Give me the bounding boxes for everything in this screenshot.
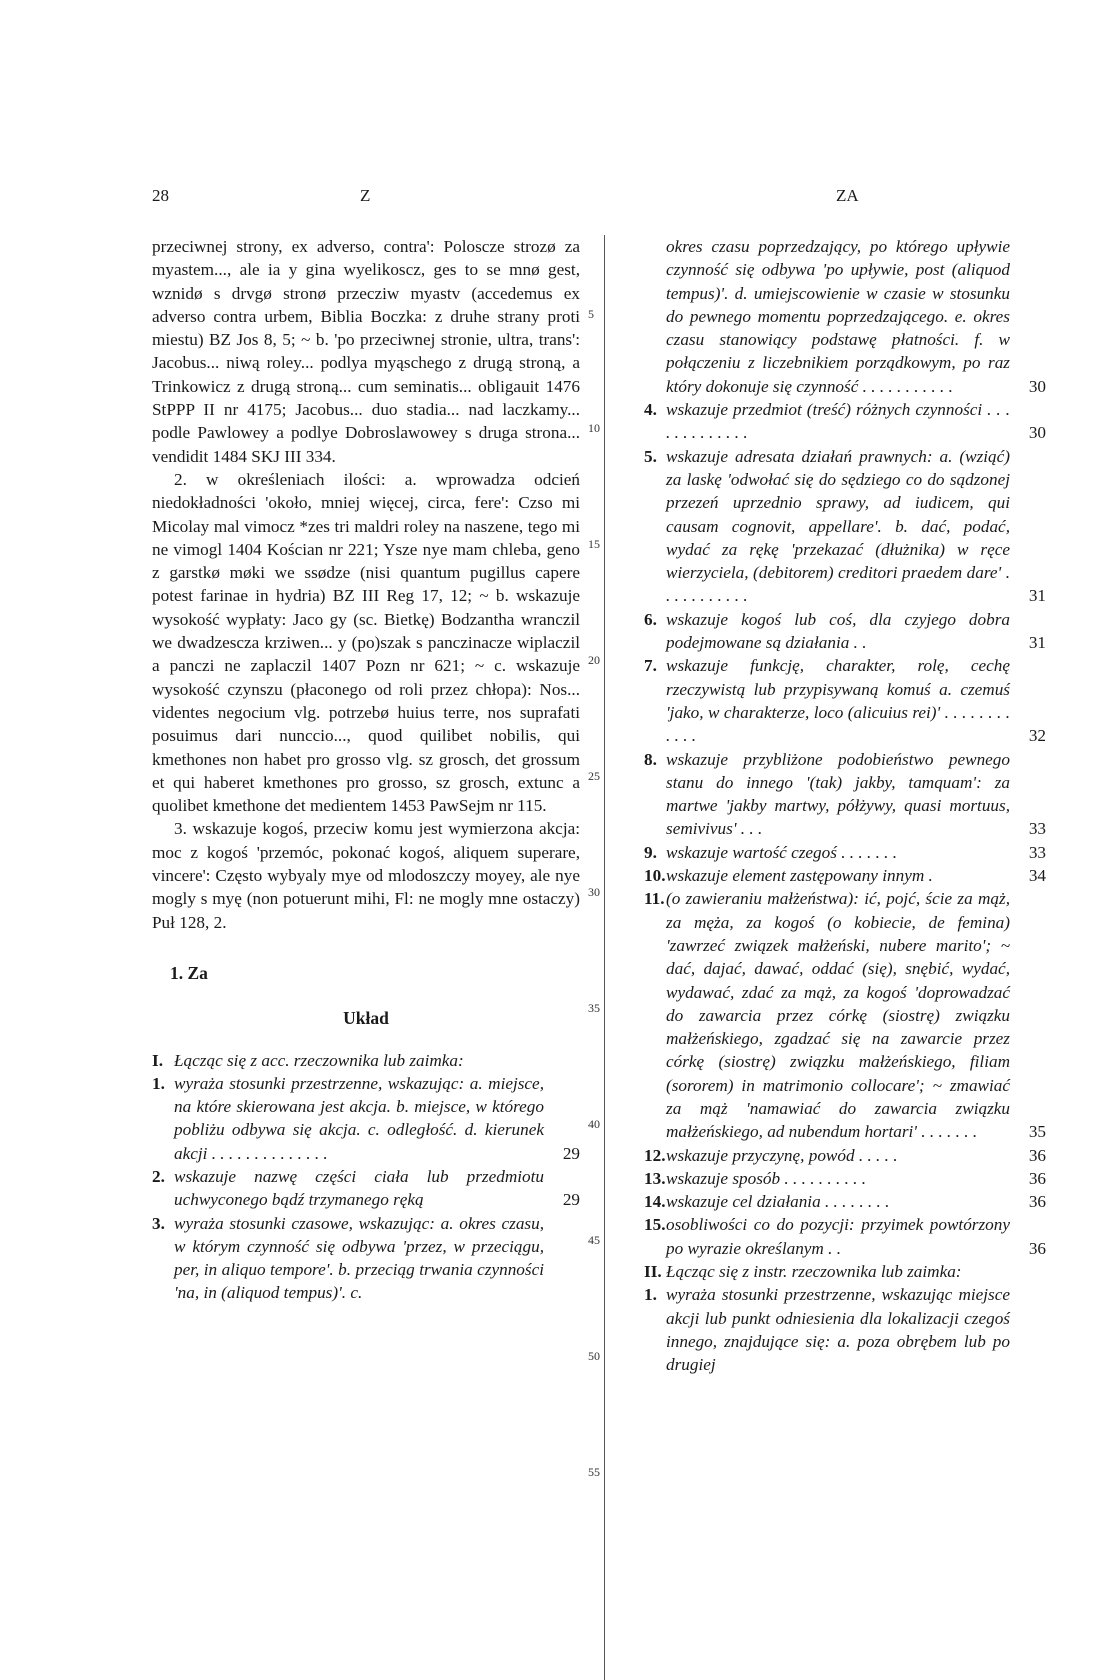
entry-text: osobliwości co do pozycji: przyimek powtórzony po wyrazie określanym . . xyxy=(666,1215,1010,1258)
outline-entry xyxy=(644,445,1046,608)
entry-text: wskazuje cel działania . . . . . . . . xyxy=(666,1192,890,1212)
entry-page: 35 xyxy=(1028,1122,1046,1142)
entry-number: I. xyxy=(152,1050,163,1070)
entry-text: wskazuje funkcję, charakter, rolę, cechę rzeczywistą lub przypisywaną komuś a. czemuś 'jako, w charakterze, loco (alicuius rei)' . . . . . . . . . . . . xyxy=(666,656,1010,746)
line-number: 5 xyxy=(588,307,594,321)
outline-entry xyxy=(152,1212,580,1305)
section-heading: 1. Za xyxy=(170,962,208,983)
entry-number: 7. xyxy=(644,656,657,676)
entry-page: 33 xyxy=(1028,842,1046,862)
entry-number: 1. xyxy=(152,1073,165,1093)
line-number: 45 xyxy=(588,1233,600,1247)
entry-number: 9. xyxy=(644,842,657,862)
outline-entry xyxy=(644,1213,1046,1260)
entry-text: wyraża stosunki przestrzenne, wskazując miejsce akcji lub punkt odniesienia dla lokalizacji czegoś innego, znajdujące się: a. poza obrębem lub po drugiej xyxy=(666,1285,1010,1375)
outline-entry xyxy=(152,1165,580,1212)
entry-text: wskazuje element zastępowany innym . xyxy=(666,866,933,886)
entry-number: 10. xyxy=(644,866,666,886)
line-number: 50 xyxy=(588,1349,600,1363)
entry-page: 32 xyxy=(1028,726,1046,746)
entry-page: 31 xyxy=(1028,633,1046,653)
entry-number: 6. xyxy=(644,609,657,629)
entry-number: 1. xyxy=(644,1285,657,1305)
right-column xyxy=(644,235,1046,1377)
outline-entry xyxy=(152,1072,580,1165)
running-head-right: ZA xyxy=(836,186,859,205)
outline-entry xyxy=(644,841,1046,864)
line-number: 30 xyxy=(588,885,600,899)
outline-entry xyxy=(644,1144,1046,1167)
outline-entry xyxy=(152,1049,580,1072)
entry-page: 34 xyxy=(1028,866,1046,886)
entry-page: 31 xyxy=(1028,586,1046,606)
outline-entry xyxy=(644,398,1046,445)
line-number: 20 xyxy=(588,653,600,667)
entry-text: wyraża stosunki czasowe, wskazując: a. okres czasu, w którym czynność się odbywa 'przez, w przeciągu, per, in aliquo tempore'. b. przeciąg trwania czynności 'na, in (aliquod tempus)'. c. xyxy=(174,1213,544,1303)
entry-text: wskazuje wartość czegoś . . . . . . . xyxy=(666,842,898,862)
entry-text: Łącząc się z instr. rzeczownika lub zaimka: xyxy=(666,1262,962,1282)
line-number: 55 xyxy=(588,1465,600,1479)
entry-number: II. xyxy=(644,1262,662,1282)
entry-text: wskazuje adresata działań prawnych: a. (wziąć) za laskę 'odwołać się do sędziego co do sądzonej przezeń uprzednio sprawy, ad iudicem, qui causam cognovit, appellare'. b. dać, podać, wydać za rękę 'przekazać (dłużnika) w ręce wierzyciela, (debitorem) creditori praedem dare' . . . . . . . . . . . xyxy=(666,446,1010,606)
entry-number: 14. xyxy=(644,1192,666,1212)
entry-text: wskazuje przybliżone podobieństwo pewnego stanu do innego '(tak) jakby, tamquam': za martwe 'jakby martwy, półżywy, quasi mortuus, semivivus' . . . xyxy=(666,749,1010,839)
line-number: 10 xyxy=(588,421,600,435)
line-number: 35 xyxy=(588,1001,600,1015)
outline-entry xyxy=(644,887,1046,1143)
line-number: 15 xyxy=(588,537,600,551)
outline-entry xyxy=(644,1190,1046,1213)
entry-number: 11. xyxy=(644,889,665,909)
outline-heading: Układ xyxy=(343,1008,389,1029)
entry-number: 12. xyxy=(644,1145,666,1165)
entry-text: wskazuje sposób . . . . . . . . . . xyxy=(666,1168,867,1188)
outline-entry xyxy=(644,654,1046,747)
entry-page: 29 xyxy=(562,1143,580,1163)
page-number: 28 xyxy=(152,186,169,205)
entry-text: Łącząc się z acc. rzeczownika lub zaimka: xyxy=(174,1050,464,1070)
line-number: 40 xyxy=(588,1117,600,1131)
entry-number: 15. xyxy=(644,1215,666,1235)
left-column xyxy=(152,235,580,1305)
entry-number: 2. xyxy=(152,1166,165,1186)
entry-number: 3. xyxy=(152,1213,165,1233)
entry-text: wskazuje kogoś lub coś, dla czyjego dobra podejmowane są działania . . xyxy=(666,609,1010,653)
outline-entry xyxy=(644,235,1046,398)
entry-number: 13. xyxy=(644,1168,666,1188)
entry-page: 33 xyxy=(1028,819,1046,839)
running-head-left: Z xyxy=(360,186,371,205)
outline-entry xyxy=(644,1167,1046,1190)
entry-page: 36 xyxy=(1028,1238,1046,1258)
column-divider xyxy=(604,235,605,1680)
paragraph: 3. wskazuje kogoś, przeciw komu jest wymierzona akcja: moc z kogoś 'przemóc, pokonać kogoś, aliquem superare, vincere': Często wybyaly mye od mlodoszczy moyey, ale nye mogly s myę (non potuerunt mihi, Fl: ne mogly mne ostaczy) Puł 128, 2. xyxy=(152,819,580,932)
entry-page: 36 xyxy=(1028,1192,1046,1212)
entry-page: 36 xyxy=(1028,1145,1046,1165)
entry-text: wskazuje przedmiot (treść) różnych czynności . . . . . . . . . . . . . xyxy=(666,400,1010,443)
entry-text: wyraża stosunki przestrzenne, wskazując: a. miejsce, na które skierowana jest akcja. b. miejsce, w którego pobliżu odbywa się akcja. c. odległość. d. kierunek akcji . . . . . . . . . . . . . . xyxy=(174,1073,544,1163)
outline-entry xyxy=(644,1260,1046,1283)
entry-page: 36 xyxy=(1028,1168,1046,1188)
paragraph: przeciwnej strony, ex adverso, contra': Poloscze strozø za myastem..., ale ia y gina wyelikoscz, ges to se mnø gest, wznidø s drvgø stronø przecziw myastv (accedemus ex adverso contra urbem, Biblia Boczka: z druhe strany proti miestu) BZ Jos 8, 5; ~ b. 'po przeciwnej stronie, ultra, trans': Jacobus... niwą roley... podlya myąschego z drugą stroną, a Trinkowicz z drugą stroną... cum seminatis... obligauit 1476 StPPP II nr 4175; Jacobus... duo stadia... nad laczkamy... podle Pawlowey a podlye Dobroslawowey s druga strona... vendidit 1484 SKJ III 334. xyxy=(152,237,580,466)
line-number: 25 xyxy=(588,769,600,783)
entry-number: 4. xyxy=(644,400,657,420)
entry-number: 5. xyxy=(644,446,657,466)
entry-text: wskazuje nazwę części ciała lub przedmiotu uchwyconego bądź trzymanego ręką xyxy=(174,1166,544,1210)
outline-entry xyxy=(644,748,1046,841)
entry-page: 29 xyxy=(562,1190,580,1210)
entry-text: (o zawieraniu małżeństwa): ić, pojć, ście za mąż, za męża, za kogoś (o kobiecie, de femina) 'zawrzeć związek małżeński, nubere marito'; ~ dać, dajać, dawać, oddać (się), snębić, wydać, wydawać, zdać za mąż, za kogoś 'doprowadzać do zawarcia przez córkę (siostrę) związku małżeńskiego, zgadzać się na zawarcie przez córkę (siostrę) związku małżeńskiego, filiam (sororem) in matrimonio collocare'; ~ zmawiać za mąż 'namawiać do zawarcia związku małżeńskiego, ad nubendum hortari' . . . . . . . xyxy=(666,889,1010,1142)
outline-entry xyxy=(644,608,1046,655)
entry-number: 8. xyxy=(644,749,657,769)
outline-entry xyxy=(644,864,1046,887)
outline-entry xyxy=(644,1283,1046,1376)
entry-page: 30 xyxy=(1028,423,1046,443)
entry-page: 30 xyxy=(1028,376,1046,396)
entry-text: okres czasu poprzedzający, po którego upływie czynność się odbywa 'po upływie, post (aliquod tempus)'. d. umiejscowienie w czasie w stosunku do pewnego momentu poprzedzającego. e. okres czasu stanowiący podstawę płatności. f. w połączeniu z liczebnikiem porządkowym, po raz który dokonuje się czynność . . . . . . . . . . . xyxy=(666,237,1010,396)
paragraph: 2. w określeniach ilości: a. wprowadza odcień niedokładności 'około, mniej więcej, circa, fere': Czso mi Micolay mal vimocz *zes tri maldri roley na naszene, tego mi ne vimogl 1404 Kościan nr 221; Ysze nye mam chleba, geno z garstkø møki we ssødze (nisi quantum pugillus capere potest farinae in hydria) BZ III Reg 17, 12; ~ b. wskazuje wysokość wypłaty: Jaco gy (sc. Bietkę) Bodzantha wranczil we dwadzescza krziwen... y (po)szak s panczinacze wiplaczil a panczi ne zaplaczil 1407 Pozn nr 621; ~ c. wskazuje wysokość czynszu (płaconego od roli przez chłopa): Nos... videntes negocium vlg. potrzebø huius terre, nos suprafati posuimus dari nunccio..., quod quilibet nobilis, qui kmethones non habet pro grosso vlg. sz grosch, det grossum et qui haberet kmethones pro grosso, sz grosch, extunc a quolibet kmethone det medientem 1453 PawSejm nr 115. xyxy=(152,469,580,816)
entry-text: wskazuje przyczynę, powód . . . . . xyxy=(666,1145,898,1165)
